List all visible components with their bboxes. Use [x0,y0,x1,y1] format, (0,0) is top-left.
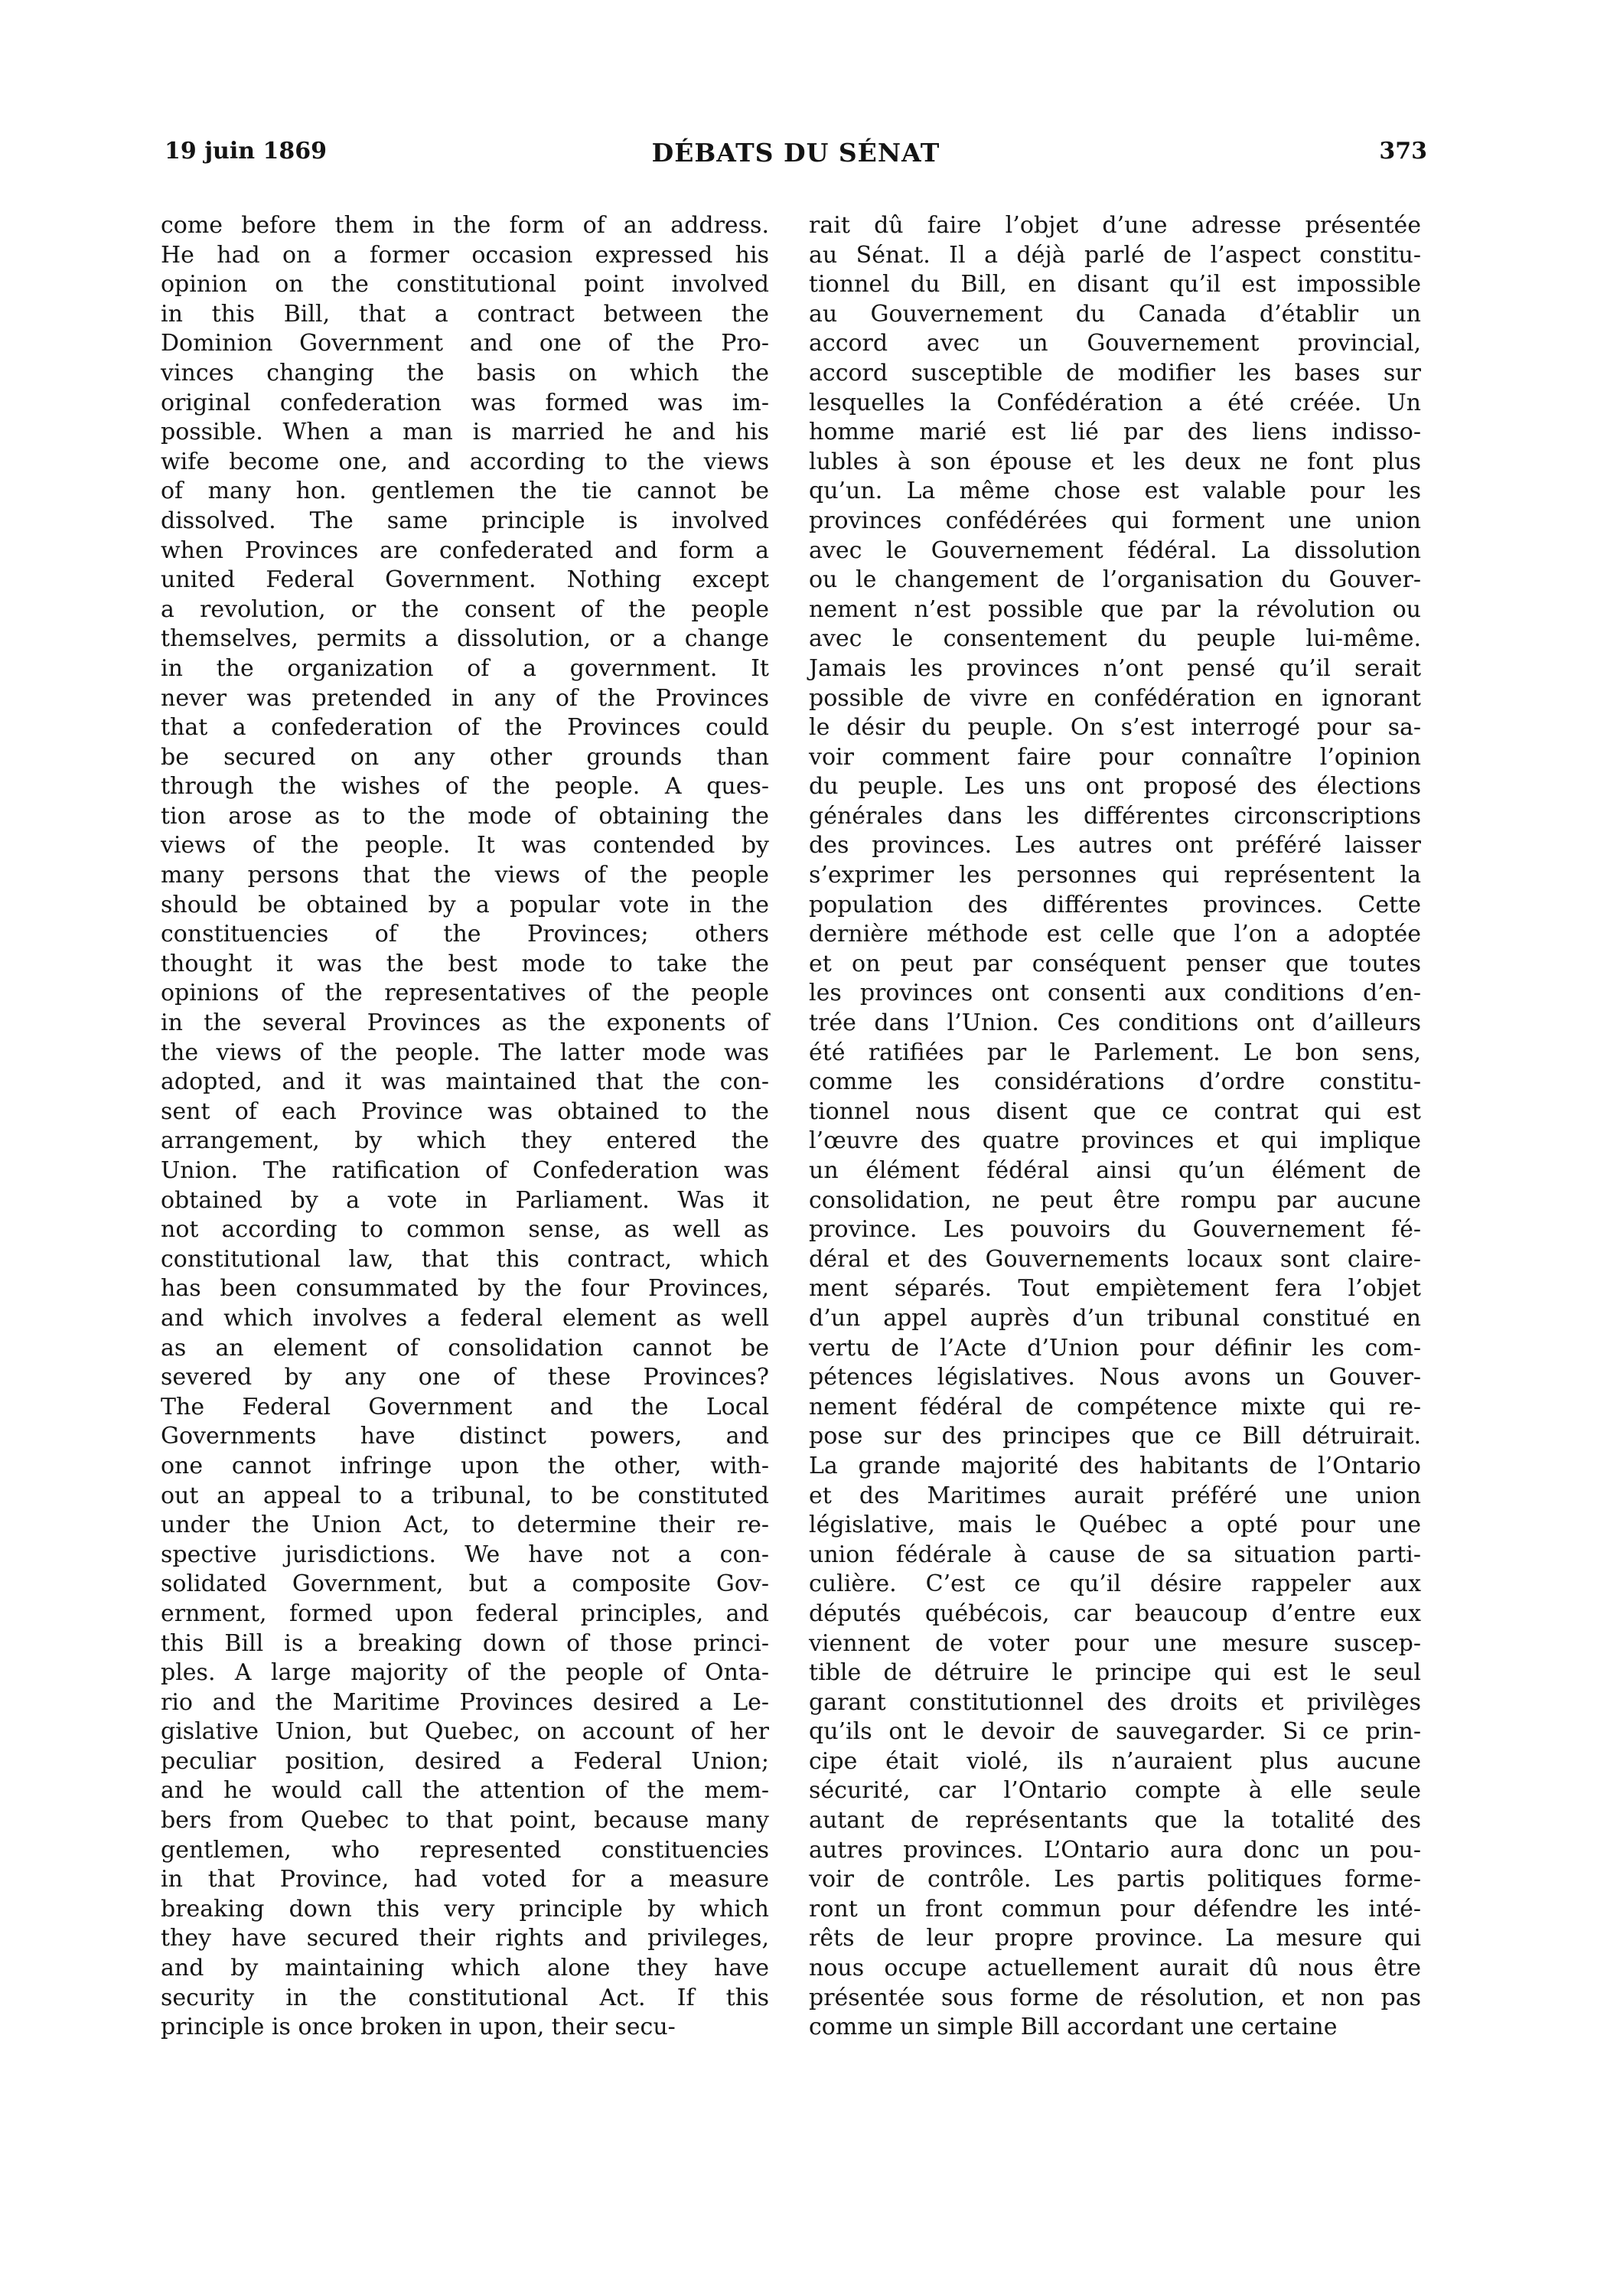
text-line: le désir du peuple. On s’est interrogé pour sa- [809,714,1421,742]
text-line: that a confederation of the Provinces could [161,714,769,742]
text-line: avec le consentement du peuple lui-même. [809,625,1421,653]
text-line: adopted, and it was maintained that the con- [161,1068,769,1096]
text-line: rait dû faire l’objet d’une adresse présentée [809,212,1421,239]
text-line: has been consummated by the four Provinces, [161,1275,769,1303]
french-column [809,211,1421,2043]
text-line: députés québécois, car beaucoup d’entre eux [809,1600,1421,1627]
text-line: lubles à son épouse et les deux ne font plus [809,448,1421,475]
english-column [161,211,769,2043]
text-line: many persons that the views of the people [161,862,769,889]
text-line: l’œuvre des quatre provinces et qui implique [809,1127,1421,1155]
text-line: culière. C’est ce qu’il désire rappeler aux [809,1570,1421,1598]
text-line: les provinces ont consenti aux conditions d’en- [809,980,1421,1007]
text-line: ou le changement de l’organisation du Gouver- [809,566,1421,594]
text-line: s’exprimer les personnes qui représentent la [809,862,1421,889]
text-line: sent of each Province was obtained to the [161,1097,769,1125]
text-line: rio and the Maritime Provinces desired a Le- [161,1688,769,1716]
text-line: views of the people. It was contended by [161,832,769,859]
text-line: Jamais les provinces n’ont pensé qu’il serait [809,654,1421,682]
text-line: vertu de l’Acte d’Union pour définir les com- [809,1334,1421,1362]
text-line: should be obtained by a popular vote in the [161,891,769,918]
text-line: gentlemen, who represented constituencies [161,1836,769,1864]
text-line: when Provinces are confederated and form a [161,536,769,564]
text-line: population des différentes provinces. Cette [809,891,1421,918]
text-line: The Federal Government and the Local [161,1393,769,1420]
text-line: peculiar position, desired a Federal Union; [161,1747,769,1775]
text-line: Governments have distinct powers, and [161,1423,769,1450]
text-line: qu’ils ont le devoir de sauvegarder. Si ce prin- [809,1718,1421,1746]
text-line: accord avec un Gouvernement provincial, [809,330,1421,357]
text-line: un élément fédéral ainsi qu’un élément de [809,1157,1421,1184]
text-line: comme les considérations d’ordre constitu- [809,1068,1421,1096]
text-line: du peuple. Les uns ont proposé des élections [809,773,1421,801]
text-line: ment séparés. Tout empiètement fera l’objet [809,1275,1421,1303]
text-line: Union. The ratification of Confederation was [161,1157,769,1184]
text-line: and he would call the attention of the mem- [161,1777,769,1805]
text-line: principle is once broken in upon, their secu- [161,2014,676,2041]
page-number: 373 [1379,138,1427,165]
text-line: générales dans les différentes circonscriptions [809,802,1421,830]
text-line: be secured on any other grounds than [161,743,769,771]
text-line: et on peut par conséquent penser que toutes [809,950,1421,977]
text-line: été ratifiées par le Parlement. Le bon sens, [809,1039,1421,1066]
text-line: nement n’est possible que par la révolution ou [809,595,1421,623]
text-line: voir de contrôle. Les partis politiques forme- [809,1866,1421,1893]
text-line: opinion on the constitutional point involved [161,271,769,298]
text-line: tion arose as to the mode of obtaining the [161,802,769,830]
text-line: garant constitutionnel des droits et privilèges [809,1688,1421,1716]
text-line: voir comment faire pour connaître l’opinion [809,743,1421,771]
text-line: ernment, formed upon federal principles, and [161,1600,769,1627]
text-line: tionnel du Bill, en disant qu’il est impossible [809,271,1421,298]
text-line: ples. A large majority of the people of Onta- [161,1659,769,1687]
text-line: and which involves a federal element as well [161,1304,769,1332]
text-line: autres provinces. L’Ontario aura donc un pou- [809,1836,1421,1864]
text-line: in this Bill, that a contract between the [161,300,769,328]
text-line: come before them in the form of an address. [161,212,769,239]
text-line: rêts de leur propre province. La mesure qui [809,1925,1421,1952]
text-line: homme marié est lié par des liens indisso- [809,419,1421,446]
text-line: arrangement, by which they entered the [161,1127,769,1155]
text-line: province. Les pouvoirs du Gouvernement fé- [809,1216,1421,1244]
text-line: breaking down this very principle by which [161,1895,769,1923]
text-line: obtained by a vote in Parliament. Was it [161,1186,769,1214]
text-line: possible de vivre en confédération en ignorant [809,684,1421,712]
text-line: sécurité, car l’Ontario compte à elle seule [809,1777,1421,1805]
text-line: bers from Quebec to that point, because many [161,1807,769,1835]
text-line: autant de représentants que la totalité des [809,1807,1421,1835]
text-line: opinions of the representatives of the people [161,980,769,1007]
text-line: vinces changing the basis on which the [161,359,769,386]
text-line: viennent de voter pour une mesure suscep- [809,1629,1421,1657]
text-line: never was pretended in any of the Provinces [161,684,769,712]
text-line: avec le Gouvernement fédéral. La dissolution [809,536,1421,564]
page-title: DÉBATS DU SÉNAT [651,138,940,168]
text-line: pose sur des principes que ce Bill détruirait. [809,1423,1421,1450]
text-line: accord susceptible de modifier les bases sur [809,359,1421,386]
text-line: united Federal Government. Nothing except [161,566,769,594]
text-line: not according to common sense, as well as [161,1216,769,1244]
text-line: pétences législatives. Nous avons un Gouver- [809,1364,1421,1391]
text-line: in the organization of a government. It [161,654,769,682]
text-line: severed by any one of these Provinces? [161,1364,769,1391]
text-line: provinces confédérées qui forment une union [809,507,1421,534]
text-line: in that Province, had voted for a measure [161,1866,769,1893]
text-line: out an appeal to a tribunal, to be constituted [161,1482,769,1509]
text-line: themselves, permits a dissolution, or a change [161,625,769,653]
text-line: consolidation, ne peut être rompu par aucune [809,1186,1421,1214]
text-line: législative, mais le Québec a opté pour une [809,1512,1421,1539]
text-line: a revolution, or the consent of the people [161,595,769,623]
text-line: they have secured their rights and privileges, [161,1925,769,1952]
text-line: dissolved. The same principle is involved [161,507,769,534]
text-line: as an element of consolidation cannot be [161,1334,769,1362]
text-line: of many hon. gentlemen the tie cannot be [161,478,769,505]
page-header [165,138,1427,176]
text-line: wife become one, and according to the views [161,448,769,475]
text-line: in the several Provinces as the exponents of [161,1009,769,1037]
text-line: au Sénat. Il a déjà parlé de l’aspect constitu- [809,241,1421,269]
text-line: security in the constitutional Act. If this [161,1984,769,2011]
text-line: this Bill is a breaking down of those princi- [161,1629,769,1657]
text-line: possible. When a man is married he and his [161,419,769,446]
text-line: one cannot infringe upon the other, with- [161,1452,769,1479]
text-line: déral et des Gouvernements locaux sont claire- [809,1245,1421,1273]
header-date: 19 juin 1869 [165,138,328,165]
text-line: présentée sous forme de résolution, et non pas [809,1984,1421,2011]
text-line: constituencies of the Provinces; others [161,921,769,948]
text-line: the views of the people. The latter mode was [161,1039,769,1066]
text-line: trée dans l’Union. Ces conditions ont d’ailleurs [809,1009,1421,1037]
text-line: des provinces. Les autres ont préféré laisser [809,832,1421,859]
text-line: comme un simple Bill accordant une certaine [809,2014,1338,2041]
text-line: tible de détruire le principe qui est le seul [809,1659,1421,1687]
text-line: through the wishes of the people. A ques- [161,773,769,801]
text-line: qu’un. La même chose est valable pour les [809,478,1421,505]
text-line: He had on a former occasion expressed his [161,241,769,269]
text-line: lesquelles la Confédération a été créée. Un [809,389,1421,416]
text-line: spective jurisdictions. We have not a con- [161,1541,769,1568]
text-line: thought it was the best mode to take the [161,950,769,977]
text-line: nement fédéral de compétence mixte qui re- [809,1393,1421,1420]
text-line: original confederation was formed was im- [161,389,769,416]
text-line: solidated Government, but a composite Gov- [161,1570,769,1598]
text-line: et des Maritimes aurait préféré une union [809,1482,1421,1509]
text-line: Dominion Government and one of the Pro- [161,330,769,357]
text-line: au Gouvernement du Canada d’établir un [809,300,1421,328]
text-line: and by maintaining which alone they have [161,1955,769,1982]
text-line: La grande majorité des habitants de l’Ontario [809,1452,1421,1479]
text-line: nous occupe actuellement aurait dû nous être [809,1955,1421,1982]
text-line: under the Union Act, to determine their re- [161,1512,769,1539]
text-line: gislative Union, but Quebec, on account of her [161,1718,769,1746]
text-line: constitutional law, that this contract, which [161,1245,769,1273]
text-line: d’un appel auprès d’un tribunal constitué en [809,1304,1421,1332]
text-line: ront un front commun pour défendre les inté- [809,1895,1421,1923]
text-line: cipe était violé, ils n’auraient plus aucune [809,1747,1421,1775]
text-line: tionnel nous disent que ce contrat qui est [809,1097,1421,1125]
text-line: dernière méthode est celle que l’on a adoptée [809,921,1421,948]
text-line: union fédérale à cause de sa situation parti- [809,1541,1421,1568]
